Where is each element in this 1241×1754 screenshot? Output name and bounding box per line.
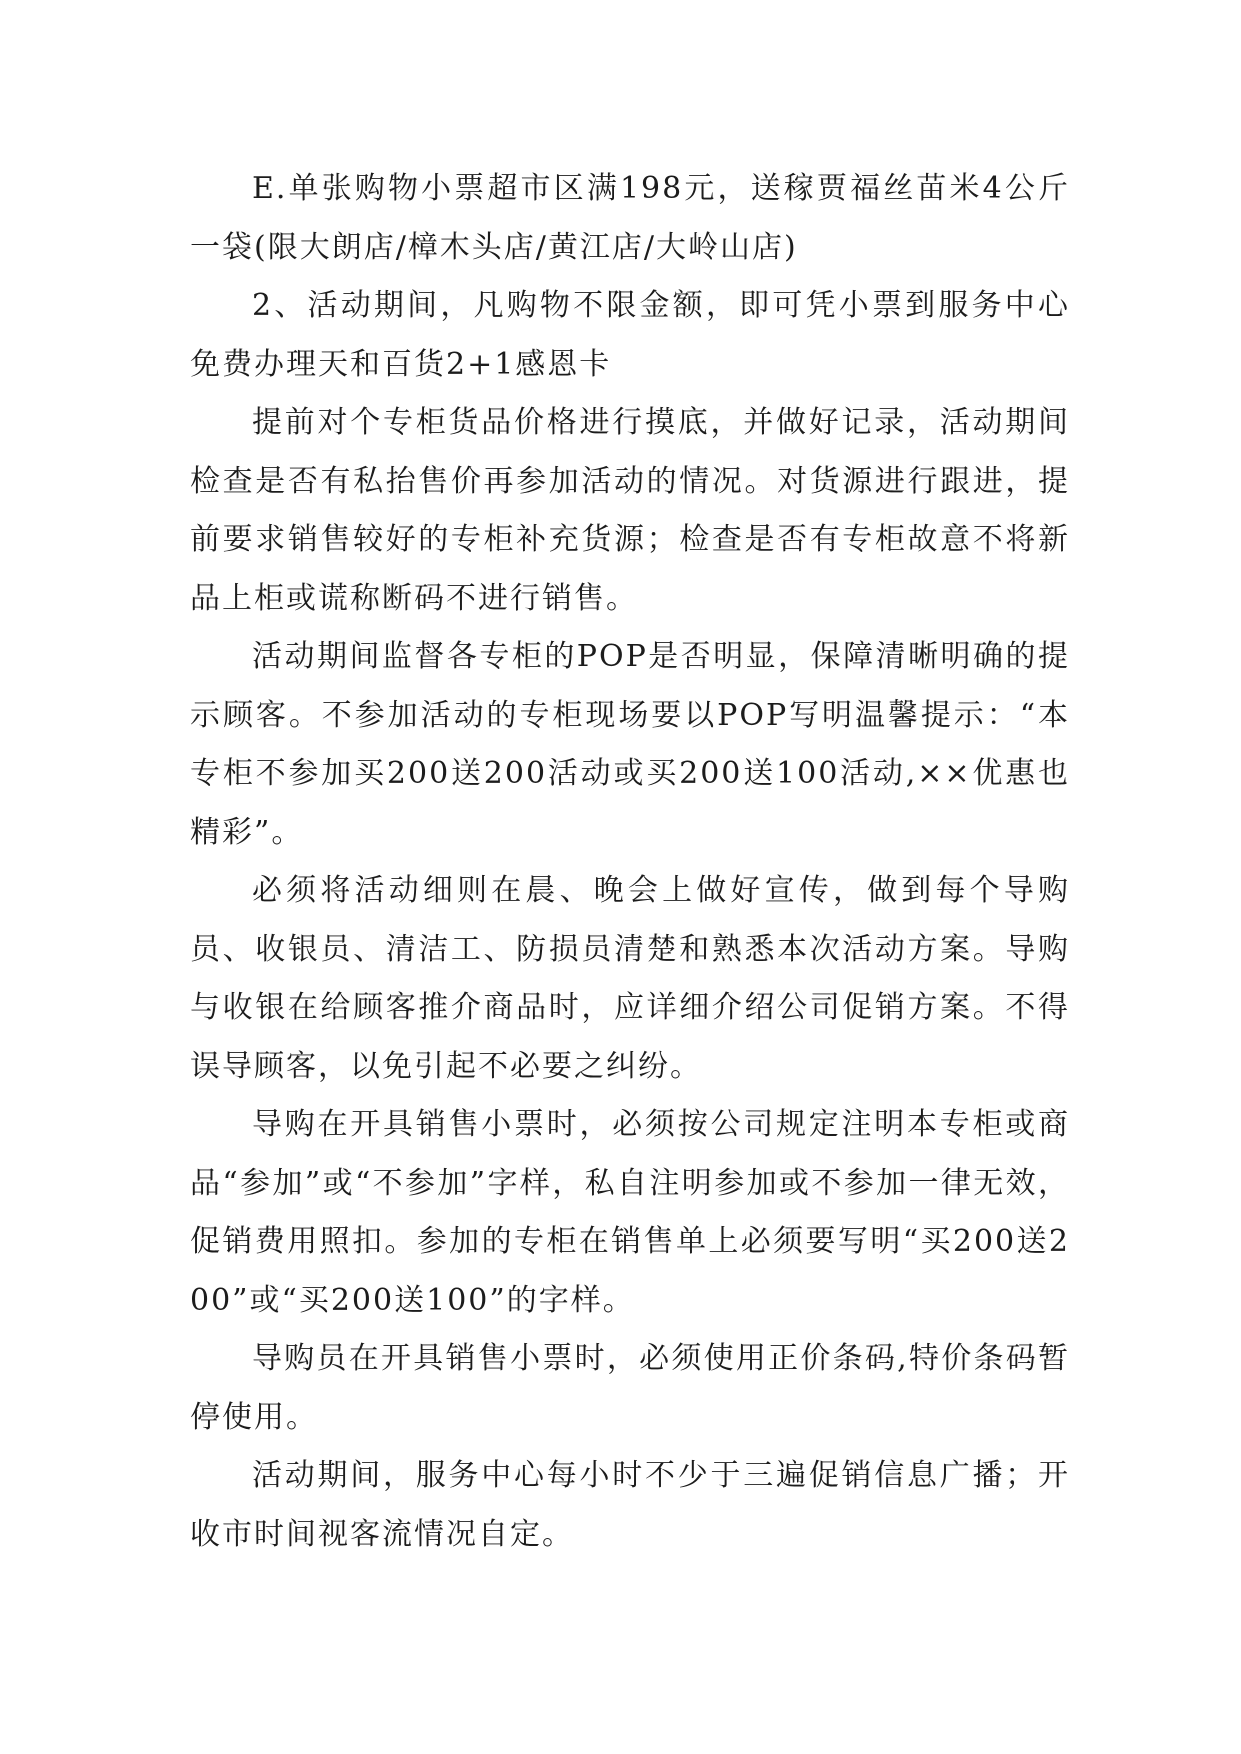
document-body bbox=[190, 160, 1070, 1564]
paragraph-sales-receipt-marking: 导购在开具销售小票时，必须按公司规定注明本专柜或商品“参加”或“不参加”字样，私自注明参加或不参加一律无效，促销费用照扣。参加的专柜在销售单上必须要写明“买200送200”或“买200送100”的字样。 bbox=[190, 1107, 1070, 1318]
paragraph-staff-briefing: 必须将活动细则在晨、晚会上做好宣传，做到每个导购员、收银员、清洁工、防损员清楚和熟悉本次活动方案。导购与收银在给顾客推介商品时，应详细介绍公司促销方案。不得误导顾客，以免引起不必要之纠纷。 bbox=[190, 873, 1070, 1084]
paragraph-supermarket-gift: E.单张购物小票超市区满198元，送稼贾福丝苗米4公斤一袋(限大朗店/樟木头店/黄江店/大岭山店) bbox=[190, 171, 1070, 265]
paragraph-broadcast: 活动期间，服务中心每小时不少于三遍促销信息广播；开收市时间视客流情况自定。 bbox=[190, 1458, 1070, 1552]
paragraph-thanks-card: 2、活动期间，凡购物不限金额，即可凭小票到服务中心免费办理天和百货2+1感恩卡 bbox=[190, 288, 1070, 382]
paragraph-pop-signage: 活动期间监督各专柜的POP是否明显，保障清晰明确的提示顾客。不参加活动的专柜现场要以POP写明温馨提示：“本专柜不参加买200送200活动或买200送100活动,××优惠也精彩”。 bbox=[190, 639, 1070, 850]
paragraph-barcode-rule: 导购员在开具销售小票时，必须使用正价条码,特价条码暂停使用。 bbox=[190, 1341, 1070, 1435]
paragraph-price-check: 提前对个专柜货品价格进行摸底，并做好记录，活动期间检查是否有私抬售价再参加活动的情况。对货源进行跟进，提前要求销售较好的专柜补充货源；检查是否有专柜故意不将新品上柜或谎称断码不进行销售。 bbox=[190, 405, 1070, 616]
